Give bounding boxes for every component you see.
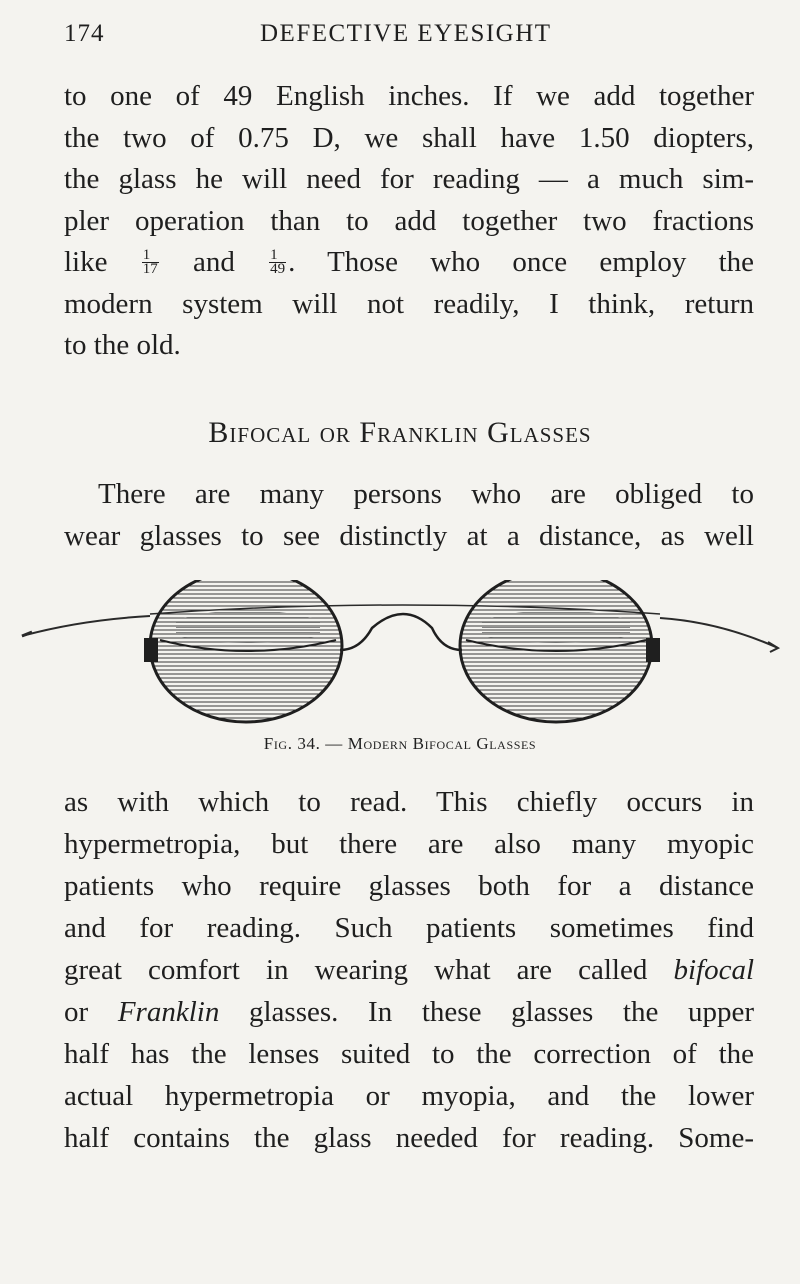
text-line: [64, 991, 754, 1033]
text-line: and for reading. Such patients sometimes find: [64, 912, 754, 944]
text-line: hypermetropia, but there are also many myopic: [64, 828, 754, 860]
text-line: pler operation than to add together two fractions: [64, 204, 754, 237]
text-line: to the old.: [64, 329, 181, 361]
running-header: [64, 20, 754, 60]
paragraph-3: [64, 781, 754, 1159]
section-heading: [0, 416, 800, 450]
text-fragment: like: [64, 246, 108, 278]
text-line: to one of 49 English inches. If we add together: [64, 80, 754, 112]
fraction-one-forty-ninth: [269, 246, 286, 277]
fraction-numerator: 1: [269, 249, 286, 263]
text-fragment: . Those who once employ the: [288, 246, 755, 278]
text-line: half contains the glass needed for reading. Some-: [64, 1122, 754, 1154]
text-line-with-fractions: [64, 242, 754, 284]
text-line: wear glasses to see distinctly at a distance, as well: [64, 519, 754, 552]
text-line: patients who require glasses both for a distance: [64, 870, 754, 902]
bifocal-glasses-illustration: [0, 580, 800, 730]
text-line: as with which to read. This chiefly occurs in: [64, 786, 754, 818]
paragraph-1: [64, 76, 754, 367]
text-fragment: great comfort in wearing what are called: [64, 954, 648, 986]
left-lens: [150, 580, 342, 722]
text-fragment: and: [193, 246, 235, 278]
text-line: actual hypermetropia or myopia, and the lower: [64, 1080, 754, 1112]
fraction-denominator: 49: [270, 260, 286, 277]
page-number: 174: [64, 20, 105, 47]
text-line: There are many persons who are obliged to: [98, 478, 754, 510]
figure-bifocal-glasses: [0, 580, 800, 730]
section-heading-text: Bifocal or Franklin Glasses: [208, 416, 592, 449]
fraction-numerator: 1: [142, 249, 159, 263]
text-line: the two of 0.75 D, we shall have 1.50 diopters,: [64, 121, 754, 154]
running-title: DEFECTIVE EYESIGHT: [260, 20, 552, 47]
fraction-denominator: 17: [142, 260, 158, 277]
fraction-one-seventeenth: [142, 246, 159, 277]
italic-term-franklin: Franklin: [117, 996, 220, 1028]
right-lens: [460, 580, 652, 722]
text-line: half has the lenses suited to the correction of the: [64, 1038, 754, 1070]
italic-term-bifocal: bifocal: [673, 954, 755, 986]
text-line: modern system will not readily, I think, return: [64, 287, 754, 320]
text-fragment: or: [64, 996, 89, 1028]
text-line: [64, 949, 754, 991]
figure-caption: Fig. 34. — Modern Bifocal Glasses: [263, 734, 537, 753]
text-fragment: glasses. In these glasses the upper: [248, 996, 755, 1028]
text-line: the glass he will need for reading — a much sim-: [64, 163, 754, 195]
paragraph-2: [64, 474, 754, 557]
